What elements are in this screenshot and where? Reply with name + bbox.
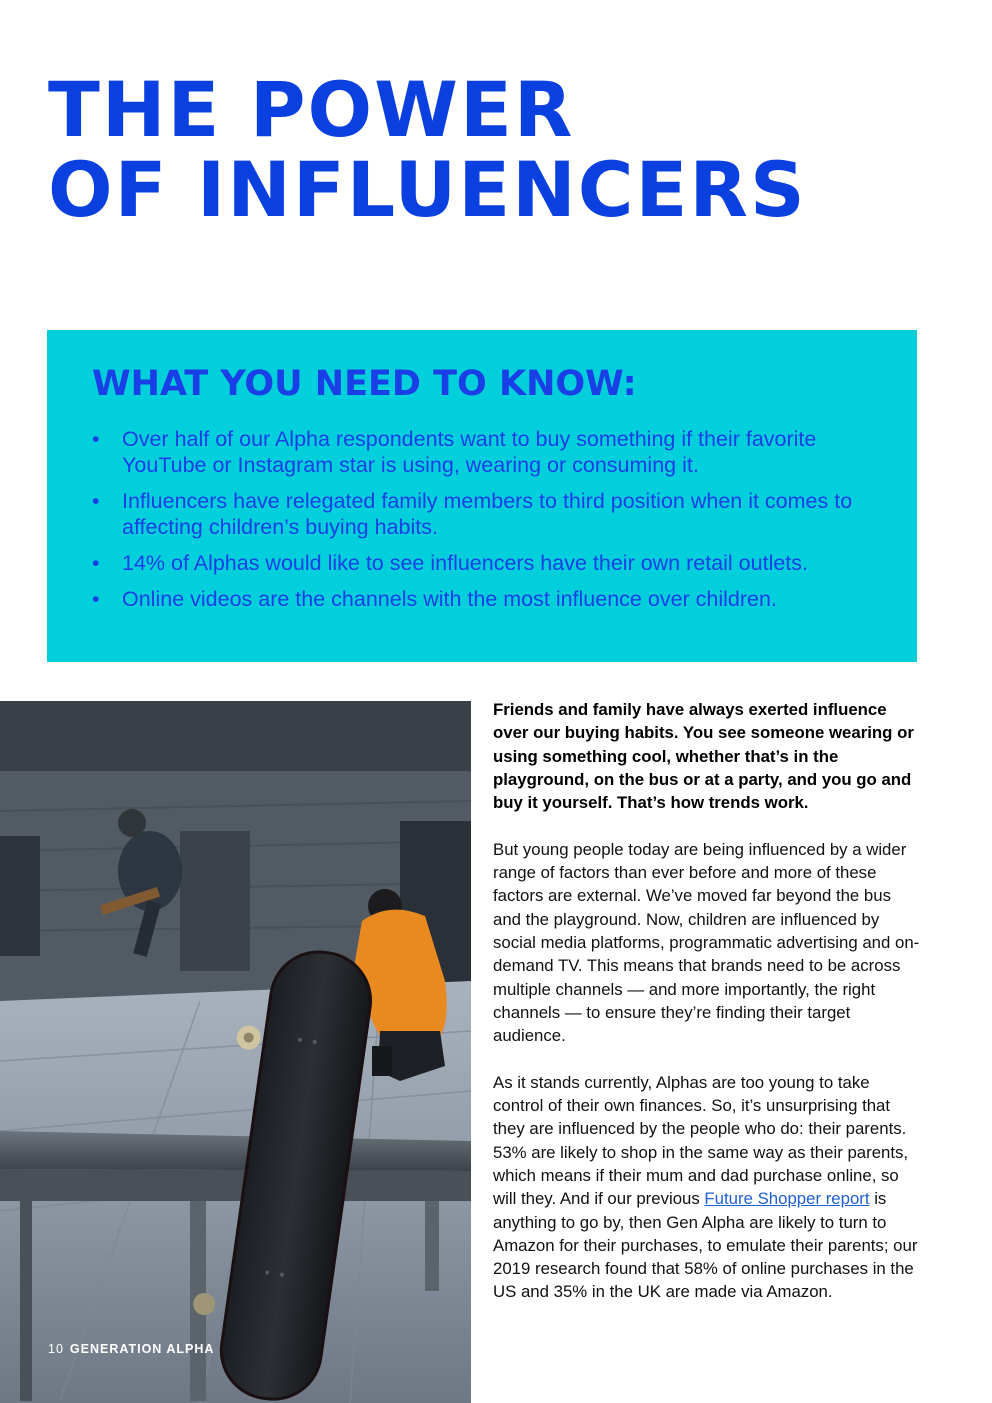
lead-paragraph: Friends and family have always exerted influence over our buying habits. You see someone wearing or using something cool, whether that’s in the playground, on the bus or at a party, and you go and buy it yourself. That’s how trends work. xyxy=(493,700,914,813)
body-paragraph-3 xyxy=(493,1071,921,1304)
bullet-icon: • xyxy=(92,551,100,575)
key-fact-item xyxy=(92,586,882,612)
key-facts-list xyxy=(92,426,882,622)
key-fact-item xyxy=(92,426,882,478)
skateboard-photo xyxy=(0,701,471,1403)
key-fact-text: Over half of our Alpha respondents want to buy something if their favorite YouTube or Instagram star is using, wearing or consuming it. xyxy=(122,427,817,477)
page-number: 10 xyxy=(48,1342,64,1356)
key-facts-box xyxy=(47,330,917,662)
article-body xyxy=(493,698,921,1327)
key-fact-text: Online videos are the channels with the most influence over children. xyxy=(122,587,777,611)
publication-name: GENERATION ALPHA xyxy=(69,1342,215,1356)
page-footer xyxy=(48,1342,214,1356)
key-fact-item xyxy=(92,488,882,540)
paragraph-3-text-end: is anything to go by, then Gen Alpha are likely to turn to Amazon for their purchases, to emulate their parents; our 2019 research found that 58% of online purchases in the US and 35% in the UK are made via Amazon. xyxy=(493,1189,918,1302)
page-title xyxy=(48,65,807,234)
future-shopper-report-link[interactable]: Future Shopper report xyxy=(704,1189,870,1209)
key-facts-heading: WHAT YOU NEED TO KNOW: xyxy=(92,364,637,404)
key-fact-item xyxy=(92,550,882,576)
bullet-icon: • xyxy=(92,587,100,611)
key-fact-text: 14% of Alphas would like to see influencers have their own retail outlets. xyxy=(122,551,809,575)
bullet-icon: • xyxy=(92,489,100,513)
body-paragraph-2: But young people today are being influenced by a wider range of factors than ever before and more of these factors are external. We’ve moved far beyond the bus and the playground. Now, children are influenced by social media platforms, programmatic advertising and on-demand TV. This means that brands need to be across multiple channels — and more importantly, the right channels — to ensure they’re finding their target audience. xyxy=(493,839,920,1046)
page-title-line-1: THE POWER xyxy=(48,65,575,154)
key-fact-text: Influencers have relegated family members to third position when it comes to affecting children’s buying habits. xyxy=(122,489,853,539)
paragraph-3-text-start: As it stands currently, Alphas are too young to take control of their own finances. So, it’s unsurprising that they are influenced by the people who do: their parents. 53% are likely to shop in the same way as their parents, which means if their mum and dad purchase online, so will they. And if our previous xyxy=(493,1072,909,1209)
page-title-line-2: OF INFLUENCERS xyxy=(48,145,807,234)
bullet-icon: • xyxy=(92,427,100,451)
